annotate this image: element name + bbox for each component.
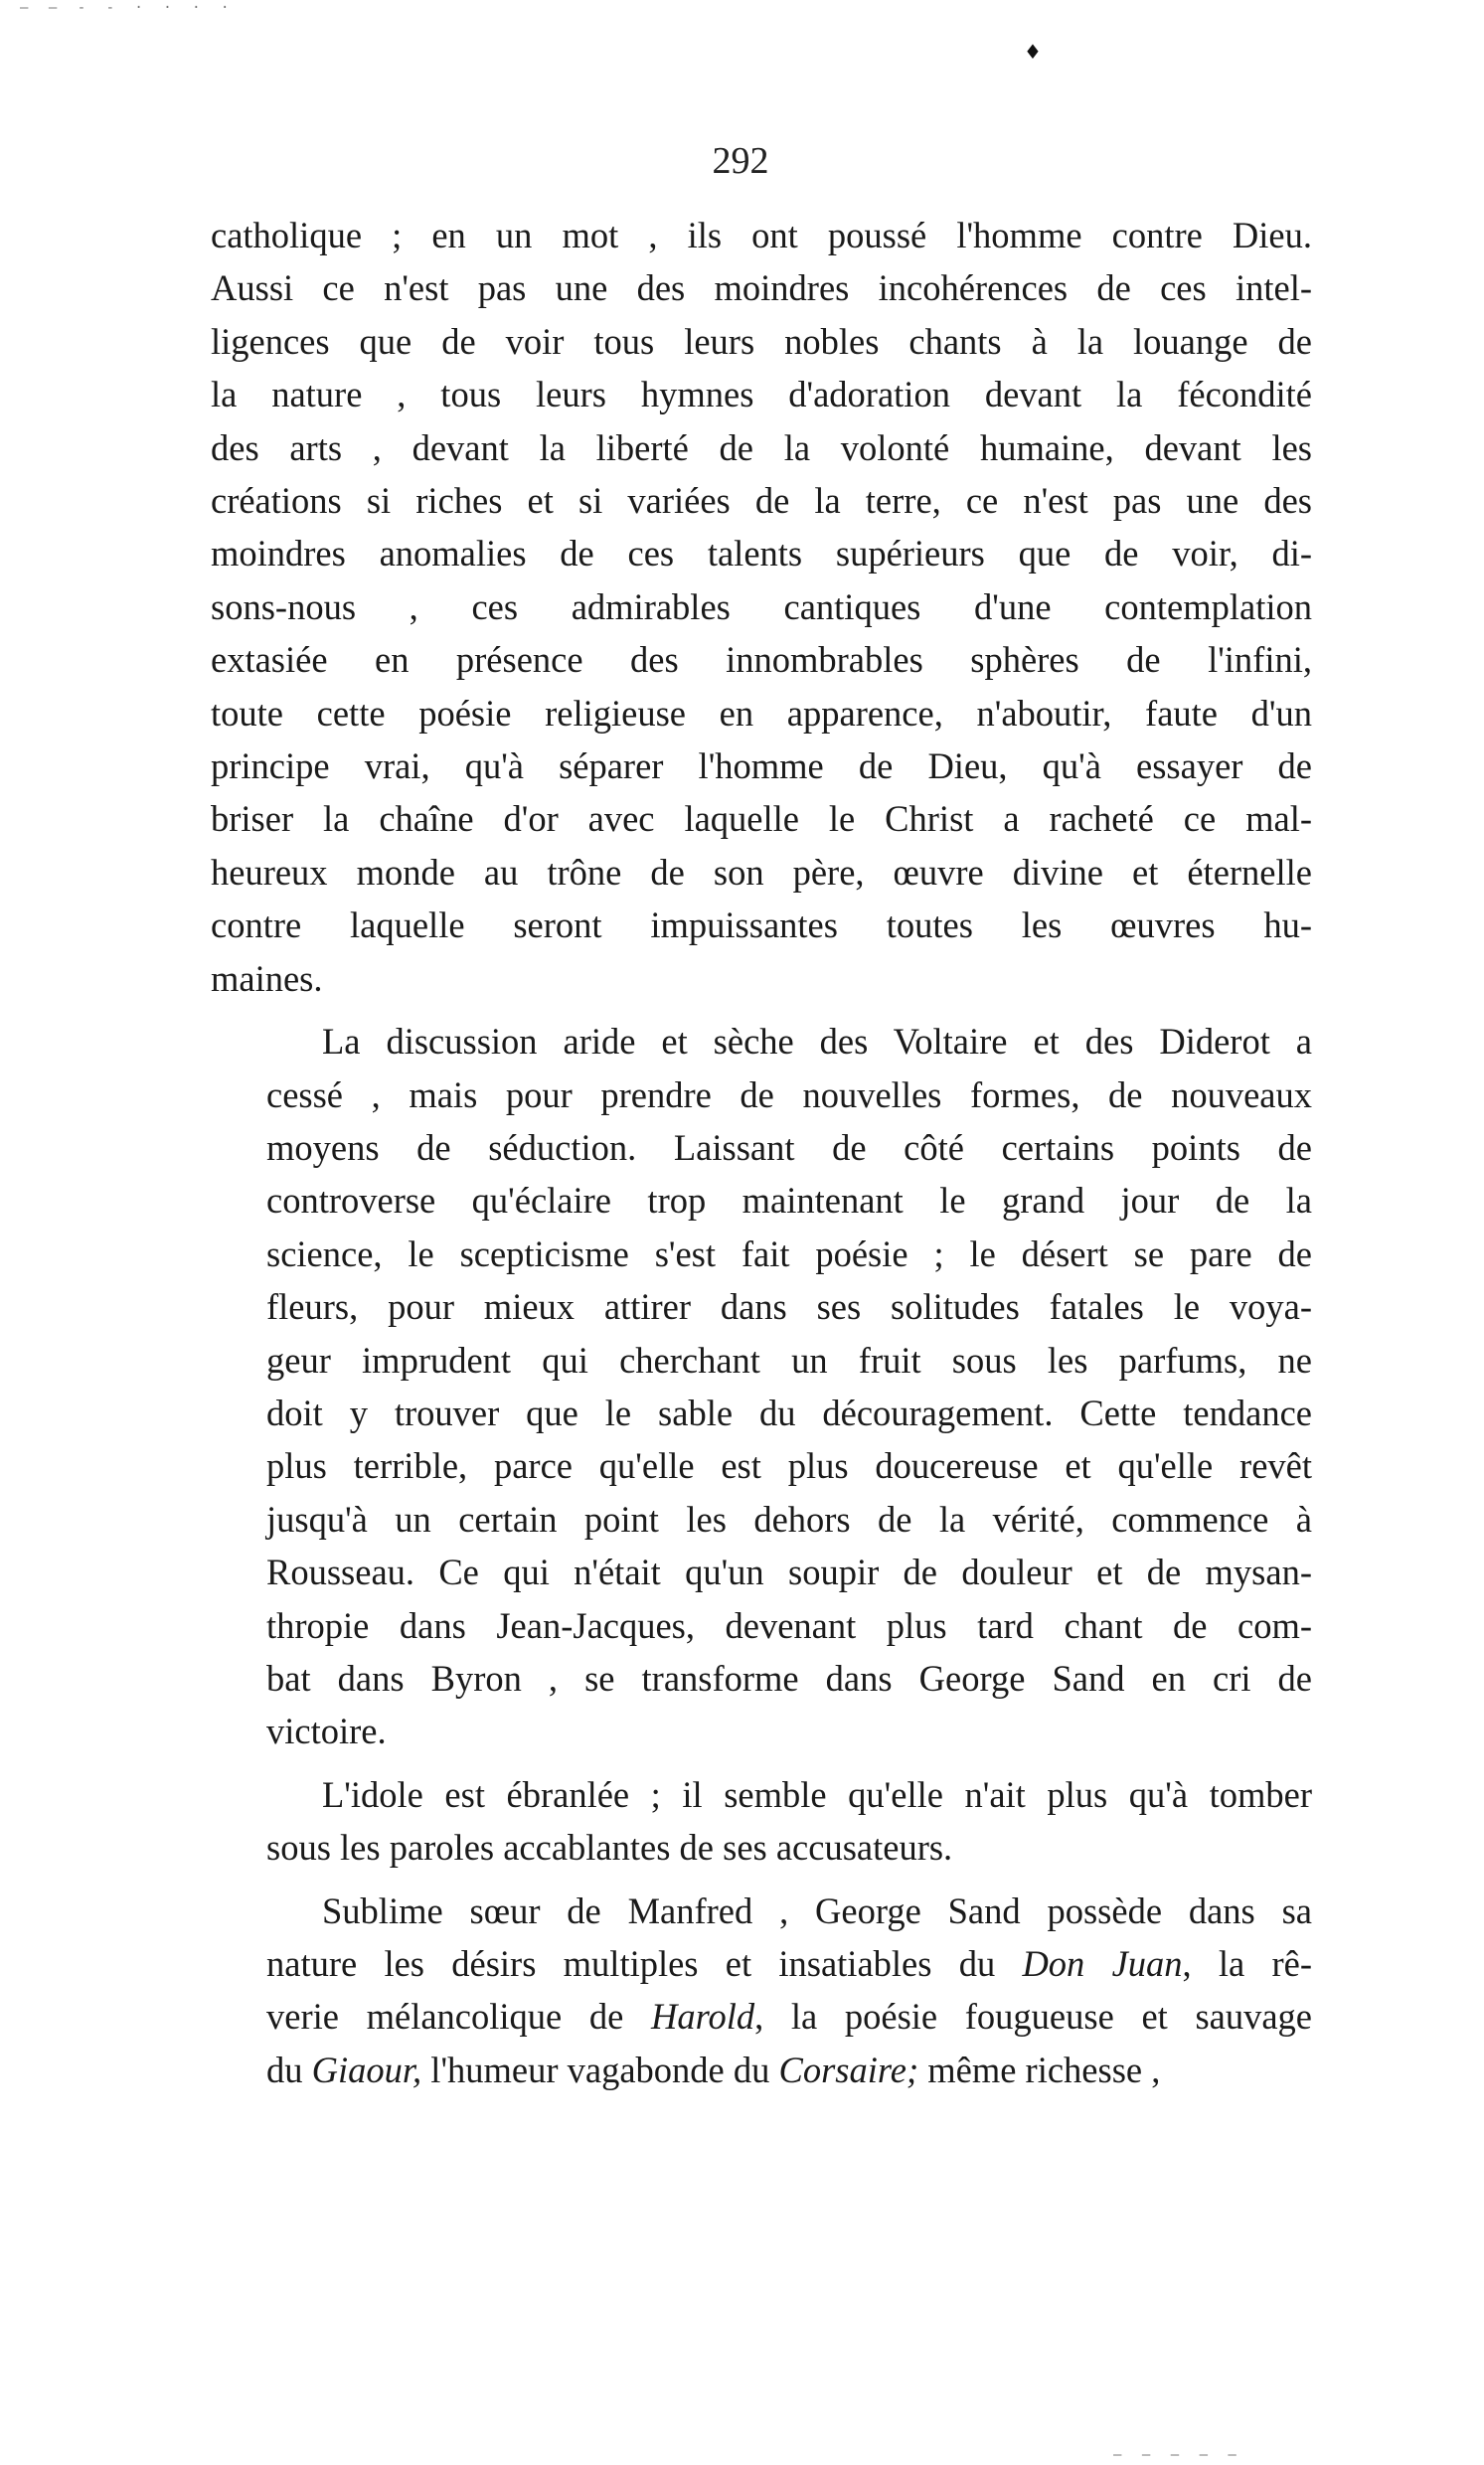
text-line: L'idole est ébranlée ; il semble qu'elle n'ait plus qu'à tomber	[322, 1773, 1312, 1815]
text-line: briser la chaîne d'or avec laquelle le Christ a racheté ce mal-	[211, 798, 1312, 840]
text-line: cessé , mais pour prendre de nouvelles formes, de nouveaux	[266, 1073, 1312, 1115]
text-line: controverse qu'éclaire trop maintenant le grand jour de la	[266, 1180, 1312, 1222]
text-line: science, le scepticisme s'est fait poésie ; le désert se pare de	[266, 1232, 1312, 1274]
page-number: 292	[712, 140, 769, 182]
text-line: heureux monde au trône de son père, œuvre divine et éternelle	[211, 851, 1312, 893]
text-line: jusqu'à un certain point les dehors de la vérité, commence à	[266, 1498, 1312, 1540]
text-line: victoire.	[266, 1711, 387, 1752]
text-line: thropie dans Jean-Jacques, devenant plus tard chant de com-	[266, 1604, 1312, 1646]
text-line: principe vrai, qu'à séparer l'homme de Dieu, qu'à essayer de	[211, 745, 1312, 787]
text-line: verie mélancolique de Harold, la poésie fougueuse et sauvage	[266, 1996, 1312, 2038]
text-line: nature les désirs multiples et insatiables du Don Juan, la rê-	[266, 1943, 1313, 1984]
text-line: fleurs, pour mieux attirer dans ses solitudes fatales le voya-	[266, 1286, 1312, 1328]
text-line: du Giaour, l'humeur vagabonde du Corsaire; même richesse ,	[266, 2049, 1161, 2090]
text-line: créations si riches et si variées de la terre, ce n'est pas une des	[211, 480, 1312, 522]
top-edge-marks: — — - - · · · ·	[20, 0, 236, 16]
ink-mark: ♦	[1024, 40, 1042, 64]
bottom-edge-marks: — — — — —	[1113, 2447, 1242, 2463]
text-line: Aussi ce n'est pas une des moindres incohérences de ces intel-	[211, 267, 1312, 309]
paragraph	[211, 1015, 1312, 1758]
text-line: extasiée en présence des innombrables sphères de l'infini,	[211, 639, 1312, 681]
paragraph	[211, 1768, 1312, 1875]
text-line: La discussion aride et sèche des Voltaire et des Diderot a	[322, 1021, 1312, 1063]
text-line: toute cette poésie religieuse en apparence, n'aboutir, faute d'un	[211, 692, 1312, 734]
text-line: Sublime sœur de Manfred , George Sand possède dans sa	[322, 1890, 1312, 1931]
text-line: catholique ; en un mot , ils ont poussé l'homme contre Dieu.	[211, 215, 1312, 255]
paragraph	[211, 209, 1312, 1005]
text-line: contre laquelle seront impuissantes toutes les œuvres hu-	[211, 904, 1312, 946]
body-text	[211, 209, 1312, 2106]
text-line: plus terrible, parce qu'elle est plus doucereuse et qu'elle revêt	[266, 1445, 1312, 1487]
text-line: bat dans Byron , se transforme dans George Sand en cri de	[266, 1657, 1312, 1699]
text-line: doit y trouver que le sable du découragement. Cette tendance	[266, 1392, 1312, 1433]
paragraph	[211, 1885, 1312, 2097]
text-line: sons-nous , ces admirables cantiques d'une contemplation	[211, 585, 1312, 627]
text-line: ligences que de voir tous leurs nobles chants à la louange de	[211, 320, 1312, 362]
text-line: moyens de séduction. Laissant de côté certains points de	[266, 1126, 1312, 1168]
text-line: la nature , tous leurs hymnes d'adoration devant la fécondité	[211, 374, 1312, 415]
text-line: Rousseau. Ce qui n'était qu'un soupir de douleur et de mysan-	[266, 1552, 1312, 1593]
text-line: geur imprudent qui cherchant un fruit sous les parfums, ne	[266, 1339, 1312, 1381]
text-line: des arts , devant la liberté de la volonté humaine, devant les	[211, 426, 1312, 468]
text-line: maines.	[211, 957, 323, 999]
text-line: moindres anomalies de ces talents supérieurs que de voir, di-	[211, 533, 1312, 575]
text-line: sous les paroles accablantes de ses accusateurs.	[266, 1827, 953, 1869]
